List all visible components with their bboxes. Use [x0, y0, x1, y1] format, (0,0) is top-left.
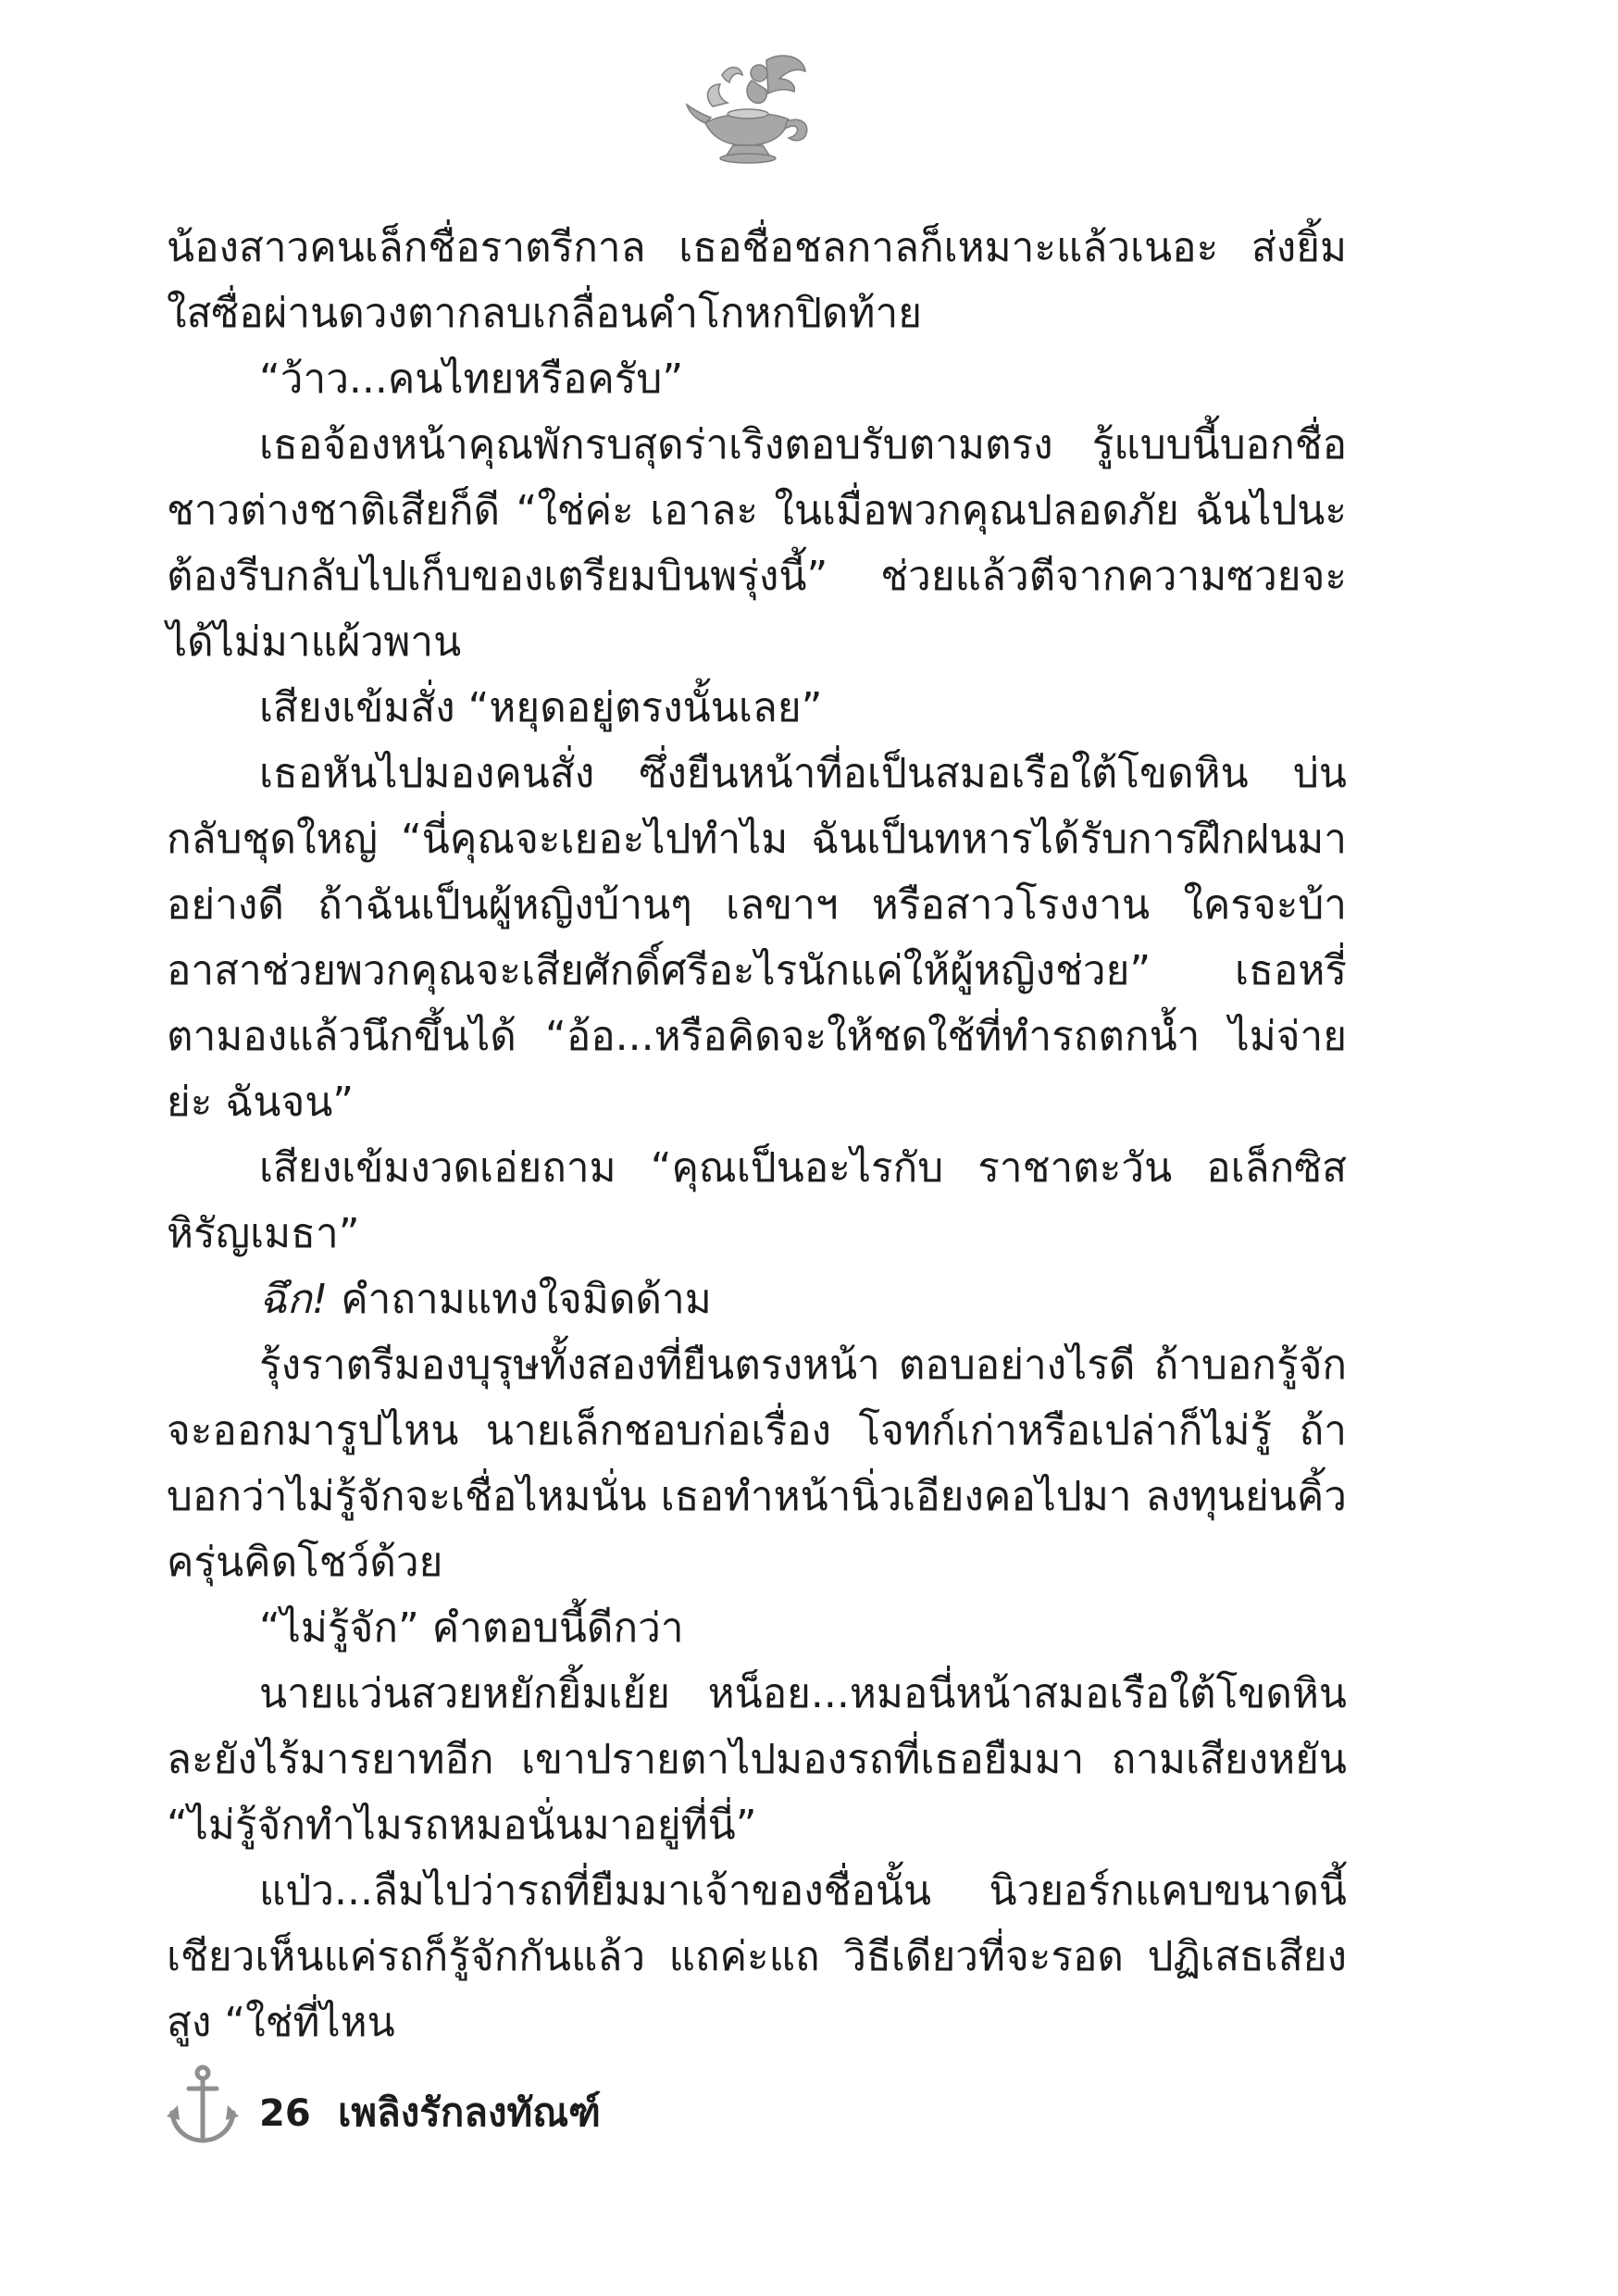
italic-lead: ฉึก! — [259, 1276, 329, 1323]
paragraph-3: เธอจ้องหน้าคุณพักรบสุดร่าเริงตอบรับตามตรง รู้แบบนี้บอกชื่อชาวต่างชาติเสียก็ดี “ใช่ค่ะ เอาละ ในเมื่อพวกคุณปลอดภัย ฉันไปนะ ต้องรีบกลับไปเก็บของเตรียมบินพรุ่งนี้” ช่วยแล้วตีจากความซวยจะได้ไม่มาแผ้วพาน — [167, 421, 1347, 666]
anchor-icon — [167, 2065, 239, 2148]
book-title: เพลิงรักลงทัณฑ์ — [338, 2090, 602, 2135]
paragraph-2: “ว้าว...คนไทยหรือครับ” — [259, 356, 684, 403]
page-footer — [167, 2065, 907, 2148]
paragraph-8: รุ้งราตรีมองบุรุษทั้งสองที่ยืนตรงหน้า ตอบอย่างไรดี ถ้าบอกรู้จักจะออกมารูปไหน นายเล็กชอบก่อเรื่อง โจทก์เก่าหรือเปล่าก็ไม่รู้ ถ้าบอกว่าไม่รู้จักจะเชื่อไหมนั่น เธอทำหน้านิ่วเอียงคอไปมา ลงทุนย่นคิ้วครุ่นคิดโชว์ด้วย — [167, 1341, 1347, 1586]
paragraph-11: แป่ว...ลืมไปว่ารถที่ยืมมาเจ้าของชื่อนั้น นิวยอร์กแคบขนาดนี้เชียวเห็นแค่รถก็รู้จักกันแล้ว แถค่ะแถ วิธีเดียวที่จะรอด ปฏิเสธเสียงสูง “ใช่ที่ไหน — [167, 1867, 1347, 2046]
paragraph-7 — [167, 1267, 1347, 1332]
paragraph-10: นายแว่นสวยหยักยิ้มเย้ย หน็อย...หมอนี่หน้าสมอเรือใต้โขดหินละยังไร้มารยาทอีก เขาปรายตาไปมองรถที่เธอยืมมา ถามเสียงหยัน “ไม่รู้จักทำไมรถหมอนั่นมาอยู่ที่นี่” — [167, 1670, 1347, 1849]
paragraph-1: น้องสาวคนเล็กชื่อราตรีกาล เธอชื่อชลกาลก็เหมาะแล้วเนอะ ส่งยิ้มใสซื่อผ่านดวงตากลบเกลื่อนคำโกหกปิดท้าย — [167, 224, 1347, 337]
paragraph-9: “ไม่รู้จัก” คำตอบนี้ดีกว่า — [259, 1604, 684, 1652]
cupid-lamp-ornament-icon — [685, 51, 824, 167]
paragraph-5: เธอหันไปมองคนสั่ง ซึ่งยืนหน้าที่อเป็นสมอเรือใต้โขดหิน บ่นกลับชุดใหญ่ “นี่คุณจะเยอะไปทำไม ฉันเป็นทหารได้รับการฝึกฝนมาอย่างดี ถ้าฉันเป็นผู้หญิงบ้านๆ เลขาฯ หรือสาวโรงงาน ใครจะบ้าอาสาช่วยพวกคุณจะเสียศักดิ์ศรีอะไรนักแค่ให้ผู้หญิงช่วย” เธอหรี่ตามองแล้วนึกขึ้นได้ “อ้อ...หรือคิดจะให้ชดใช้ที่ทำรถตกน้ำ ไม่จ่ายย่ะ ฉันจน” — [167, 750, 1347, 1126]
paragraph-6: เสียงเข้มงวดเอ่ยถาม “คุณเป็นอะไรกับ ราชาตะวัน อเล็กซิส หิรัญเมธา” — [167, 1144, 1347, 1257]
paragraph-4: เสียงเข้มสั่ง “หยุดอยู่ตรงนั้นเลย” — [259, 684, 823, 731]
paragraph-7-text: คำถามแทงใจมิดด้าม — [328, 1276, 712, 1323]
page-number: 26 — [259, 2092, 311, 2135]
body-text — [167, 215, 1347, 2055]
